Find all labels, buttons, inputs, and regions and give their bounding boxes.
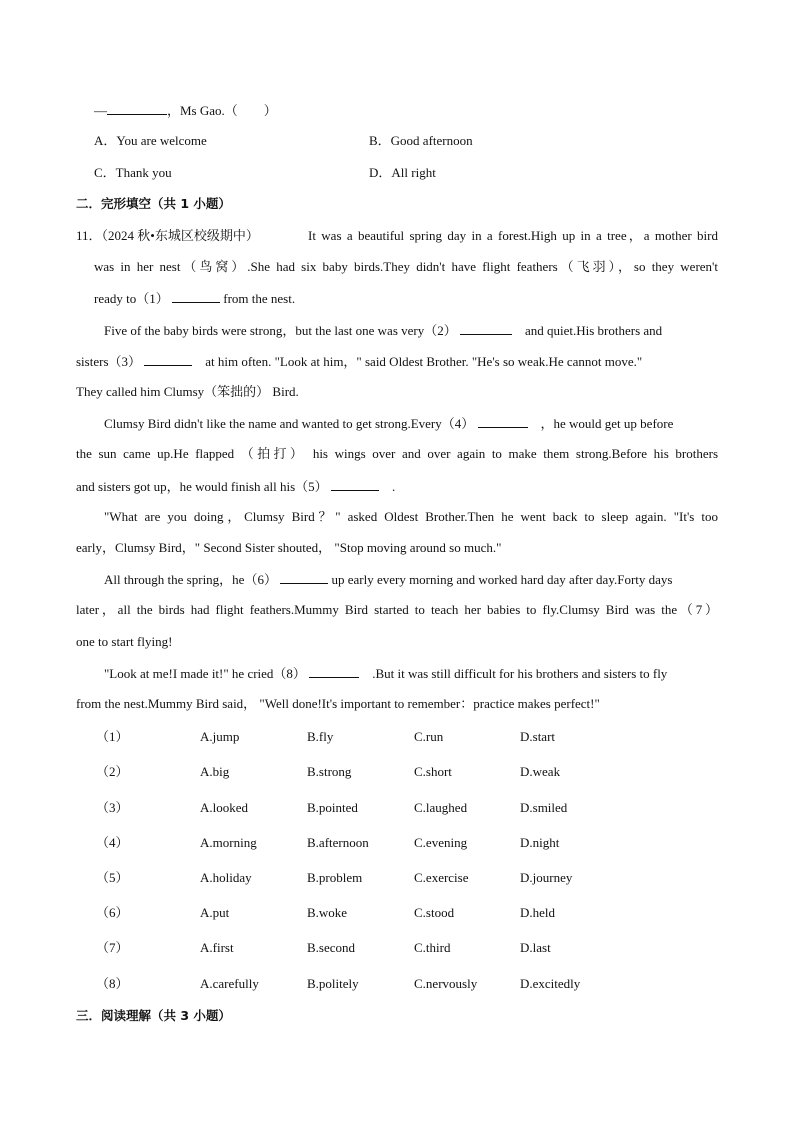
q11-p5-line3: one to start flying!: [76, 634, 173, 649]
answer-blank-8: [309, 665, 359, 678]
q11-p1-line1: It was a beautiful spring day in a forest.High up in a tree，a mother bird: [308, 228, 718, 243]
q10-option-a: A．You are welcome: [94, 133, 207, 148]
answer-blank-2: [460, 322, 512, 335]
q11-p5-line1: All through the spring，he（6） up early every morning and worked hard day after day.Forty days: [104, 572, 673, 587]
option-row: （6） A.put B.woke C.stood D.held: [96, 905, 556, 920]
answer-blank-5: [331, 478, 379, 491]
q11-p1-line3: ready to（1） from the nest.: [94, 291, 296, 306]
answer-blank-1: [172, 290, 220, 303]
section-heading-cloze: 二．完形填空（共 1 小题）: [76, 196, 231, 211]
option-row: （1） A.jump B.fly C.run D.start: [96, 729, 556, 744]
q11-p6-line1: "Look at me!I made it!" he cried（8） .But it was still difficult for his brothers and sisters to fly: [104, 666, 668, 681]
option-row: （8） A.carefully B.politely C.nervously D.excitedly: [96, 976, 581, 991]
q11-p3-line3: and sisters got up，he would finish all his（5） .: [76, 479, 396, 494]
q10-option-c: C．Thank you: [94, 165, 172, 180]
answer-blank: [107, 102, 167, 115]
option-row: （7） A.first B.second C.third D.last: [96, 940, 551, 955]
option-row: （2） A.big B.strong C.short D.weak: [96, 764, 561, 779]
answer-blank-6: [280, 571, 328, 584]
q10-option-b: B．Good afternoon: [369, 133, 473, 148]
q10-option-d: D．All right: [369, 165, 436, 180]
q11-p2-line2: sisters（3） at him often. "Look at him，" said Oldest Brother. "He's so weak.He cannot move.": [76, 354, 643, 369]
q11-p4-line2: early，Clumsy Bird，" Second Sister shouted， "Stop moving around so much.": [76, 540, 502, 555]
q11-p2-line1: Five of the baby birds were strong，but the last one was very（2） and quiet.His brothers and: [104, 323, 663, 338]
answer-blank-4: [478, 415, 528, 428]
option-row: （4） A.morning B.afternoon C.evening D.night: [96, 835, 560, 850]
q10-prompt: [94, 102, 277, 119]
answer-blank-3: [144, 353, 192, 366]
q11-p3-line1: Clumsy Bird didn't like the name and wanted to get strong.Every（4） ，he would get up before: [104, 416, 674, 431]
q11-p3-line2: the sun came up.He flapped （拍打） his wings over and over again to make them strong.Before his brothers: [76, 446, 718, 461]
q10-dash: —: [94, 103, 107, 118]
q11-source: 11．（2024 秋•东城区校级期中）: [76, 228, 259, 243]
q11-p6-line2: from the nest.Mummy Bird said， "Well done!It's important to remember：practice makes perfect!": [76, 696, 600, 711]
q10-prompt-text: ，Ms Gao.（ ）: [167, 103, 277, 118]
option-row: （5） A.holiday B.problem C.exercise D.journey: [96, 870, 573, 885]
q11-p5-line2: later，all the birds had flight feathers.Mummy Bird started to teach her babies to fly.Clumsy Bird was the（7）: [76, 602, 718, 617]
q11-p1-line2: was in her nest（鸟窝）.She had six baby birds.They didn't have flight feathers（飞羽），so they weren't: [94, 259, 718, 274]
option-row: （3） A.looked B.pointed C.laughed D.smiled: [96, 800, 568, 815]
q11-p4-line1: "What are you doing，Clumsy Bird？" asked Oldest Brother.Then he went back to sleep again. "It's too: [104, 509, 718, 524]
section-heading-reading: 三．阅读理解（共 3 小题）: [76, 1008, 231, 1023]
q11-p2-line3: They called him Clumsy（笨拙的） Bird.: [76, 384, 299, 399]
